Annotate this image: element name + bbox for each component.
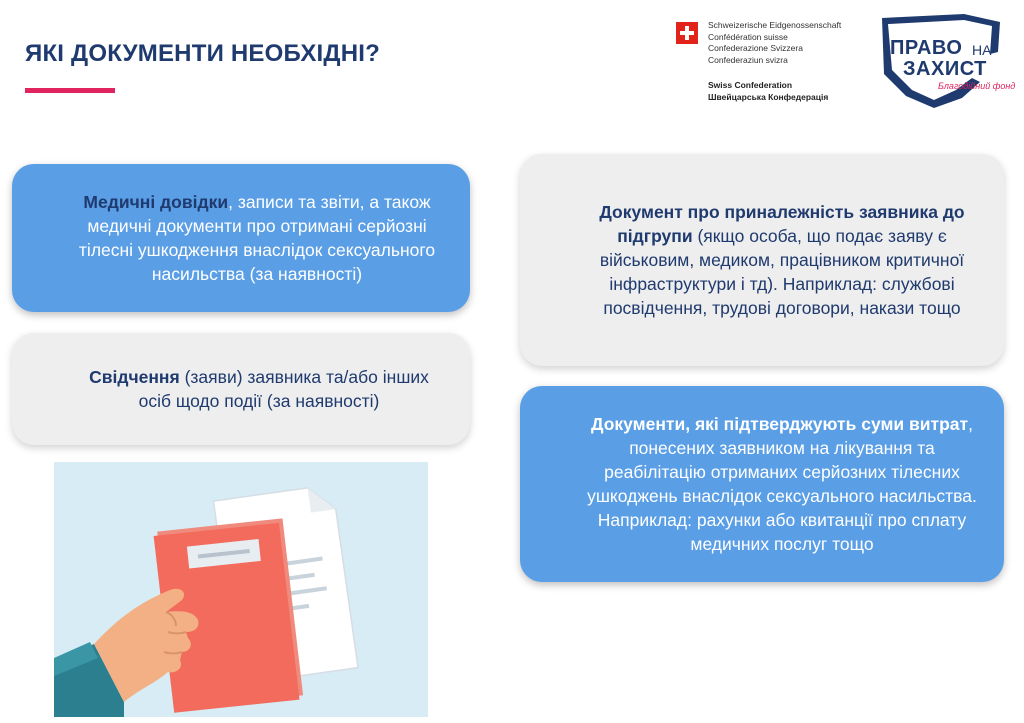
card-bold-text: Медичні довідки bbox=[83, 192, 229, 212]
card-text bbox=[72, 365, 446, 413]
logo-subtitle: Благодійний фонд bbox=[938, 81, 1016, 91]
card-text bbox=[72, 190, 442, 286]
swiss-logo-line: Schweizerische Eidgenossenschaft bbox=[708, 20, 842, 30]
swiss-logo-line: Swiss Confederation bbox=[708, 80, 793, 90]
swiss-flag-icon bbox=[676, 22, 698, 44]
title-underline bbox=[25, 88, 115, 93]
testimony-card bbox=[12, 333, 470, 445]
expenses-documents-card bbox=[520, 386, 1004, 582]
card-text bbox=[590, 200, 974, 320]
card-text bbox=[580, 412, 984, 556]
card-bold-text: Документи, які підтверджують суми витрат bbox=[591, 414, 969, 434]
logo-word-na: НА bbox=[972, 42, 992, 58]
medical-documents-card bbox=[12, 164, 470, 312]
subgroup-document-card bbox=[520, 154, 1004, 366]
card-bold-text: Свідчення bbox=[89, 367, 180, 387]
swiss-logo-text bbox=[708, 20, 841, 66]
swiss-logo-line: Confederaziun svizra bbox=[708, 54, 788, 65]
swiss-logo-line: Confederazione Svizzera bbox=[708, 43, 803, 53]
swiss-logo-line: Confédération suisse bbox=[708, 31, 788, 42]
swiss-logo-line: Швейцарська Конфедерація bbox=[708, 91, 829, 102]
page-title: ЯКІ ДОКУМЕНТИ НЕОБХІДНІ? bbox=[25, 40, 380, 67]
document-folder-illustration bbox=[54, 462, 428, 717]
pravo-na-zakhyst-logo bbox=[872, 12, 1020, 108]
logo-word-zakhyst: ЗАХИСТ bbox=[903, 58, 987, 80]
card-bold-text: Документ про приналежність заявника до підгрупи bbox=[599, 202, 965, 246]
card-body-text: (заяви) заявника та/або інших осіб щодо події (за наявності) bbox=[138, 367, 429, 411]
swiss-confederation-logo bbox=[676, 20, 851, 110]
card-body-text: , понесених заявником на лікування та реабілітацію отриманих серйозних тілесних ушкоджень внаслідок сексуального насильства. Наприклад: рахунки або квитанції про сплату медичних послуг тощо bbox=[587, 414, 977, 554]
logo-word-pravo: ПРАВО bbox=[890, 37, 963, 59]
card-body-text: , записи та звіти, а також медичні документи про отримані серйозні тілесні ушкодження внаслідок сексуального насильства (за наявності) bbox=[78, 192, 436, 284]
card-body-text: (якщо особа, що подає заяву є військовим, медиком, працівником критичної інфраструктури і тд). Наприклад: службові посвідчення, трудові договори, накази тощо bbox=[599, 226, 965, 318]
swiss-logo-text-bold bbox=[708, 80, 828, 103]
hand-holding-folder-icon bbox=[54, 462, 428, 717]
